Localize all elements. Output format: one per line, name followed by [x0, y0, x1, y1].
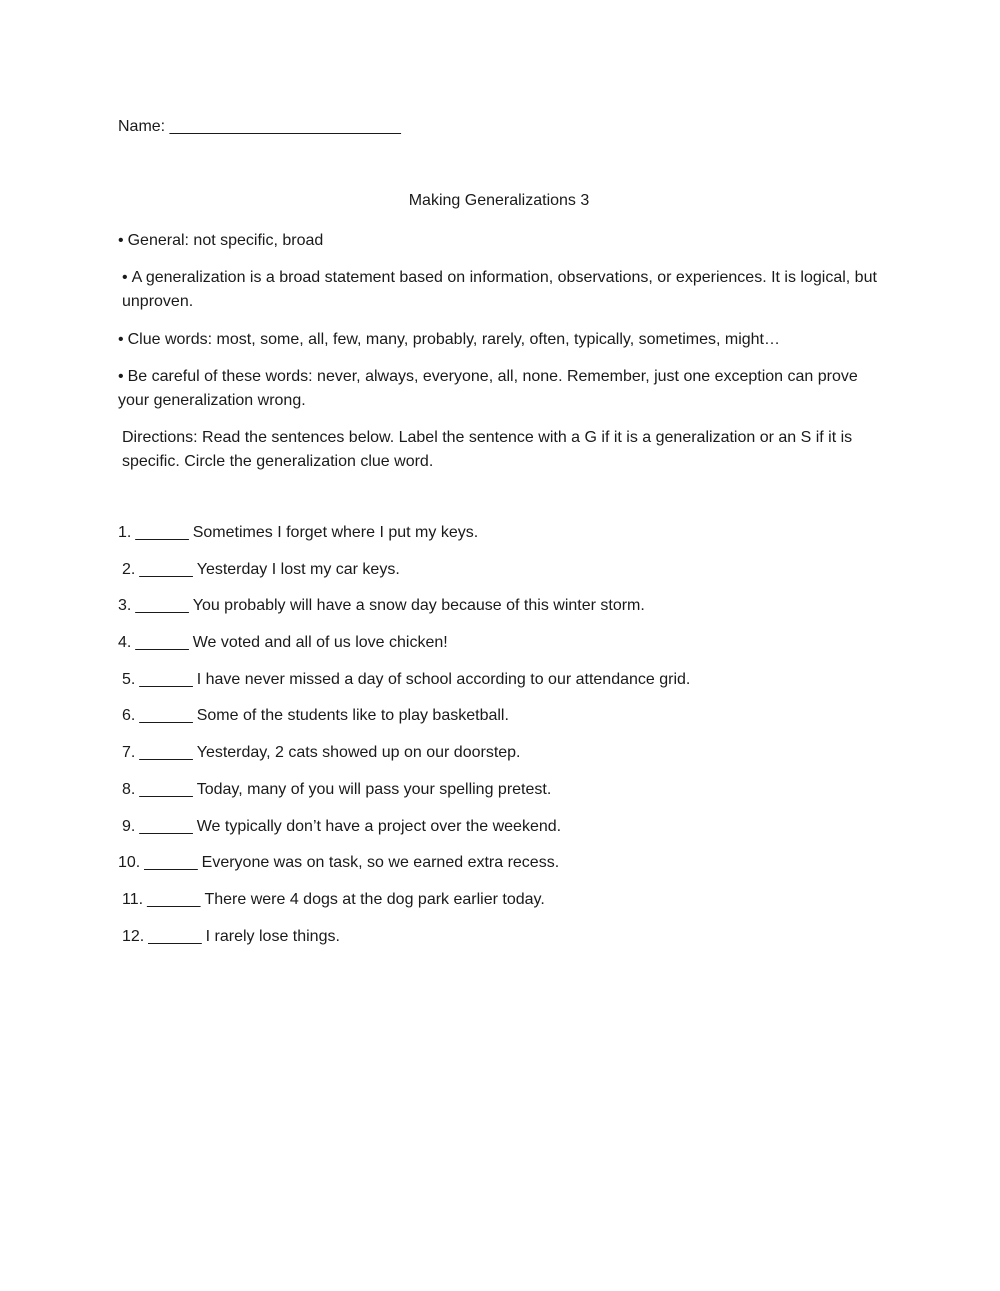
answer-blank[interactable]: ______ — [139, 780, 193, 798]
name-blank[interactable]: __________________________ — [169, 118, 401, 135]
list-item: 2. ______ Yesterday I lost my car keys. — [122, 560, 400, 578]
answer-blank[interactable]: ______ — [135, 597, 189, 615]
list-item: 10. ______ Everyone was on task, so we earned extra recess. — [118, 854, 560, 872]
bullet-careful-words: • Be careful of these words: never, always, everyone, all, none. Remember, just one exception can prove your generalization wrong. — [118, 365, 888, 413]
bullet-definition: • A generalization is a broad statement based on information, observations, or experiences. It is logical, but unproven. — [118, 266, 892, 314]
answer-blank[interactable]: ______ — [135, 634, 189, 652]
bullet-clue-words: • Clue words: most, some, all, few, many, probably, rarely, often, typically, sometimes, might… — [118, 328, 888, 352]
worksheet-title: Making Generalizations 3 — [408, 192, 590, 209]
answer-blank[interactable]: ______ — [147, 890, 201, 908]
list-item: 8. ______ Today, many of you will pass your spelling pretest. — [122, 780, 552, 798]
list-item: 11. ______ There were 4 dogs at the dog park earlier today. — [122, 890, 545, 908]
answer-blank[interactable]: ______ — [139, 670, 193, 688]
directions: Directions: Read the sentences below. Label the sentence with a G if it is a generalization or an S if it is specific. Circle the generalization clue word. — [122, 429, 853, 470]
list-item: 5. ______ I have never missed a day of school according to our attendance grid. — [122, 670, 691, 688]
answer-blank[interactable]: ______ — [148, 927, 202, 945]
answer-blank[interactable]: ______ — [144, 854, 198, 872]
name-field[interactable] — [118, 118, 401, 136]
list-item: 1. ______ Sometimes I forget where I put my keys. — [118, 524, 479, 541]
list-item: 3. ______ You probably will have a snow day because of this winter storm. — [118, 597, 645, 615]
list-item: 7. ______ Yesterday, 2 cats showed up on our doorstep. — [122, 744, 521, 762]
answer-blank[interactable]: ______ — [139, 817, 193, 835]
answer-blank[interactable]: ______ — [139, 707, 193, 725]
answer-blank[interactable]: ______ — [139, 560, 193, 578]
name-label: Name: — [118, 118, 166, 135]
list-item: 4. ______ We voted and all of us love chicken! — [118, 634, 448, 652]
list-item: 6. ______ Some of the students like to play basketball. — [122, 707, 509, 725]
list-item: 9. ______ We typically don’t have a project over the weekend. — [122, 817, 562, 835]
answer-blank[interactable]: ______ — [135, 524, 189, 541]
bullet-general: • General: not specific, broad — [118, 229, 888, 253]
answer-blank[interactable]: ______ — [139, 744, 193, 762]
list-item: 12. ______ I rarely lose things. — [122, 927, 340, 945]
sentence-list — [118, 523, 690, 963]
